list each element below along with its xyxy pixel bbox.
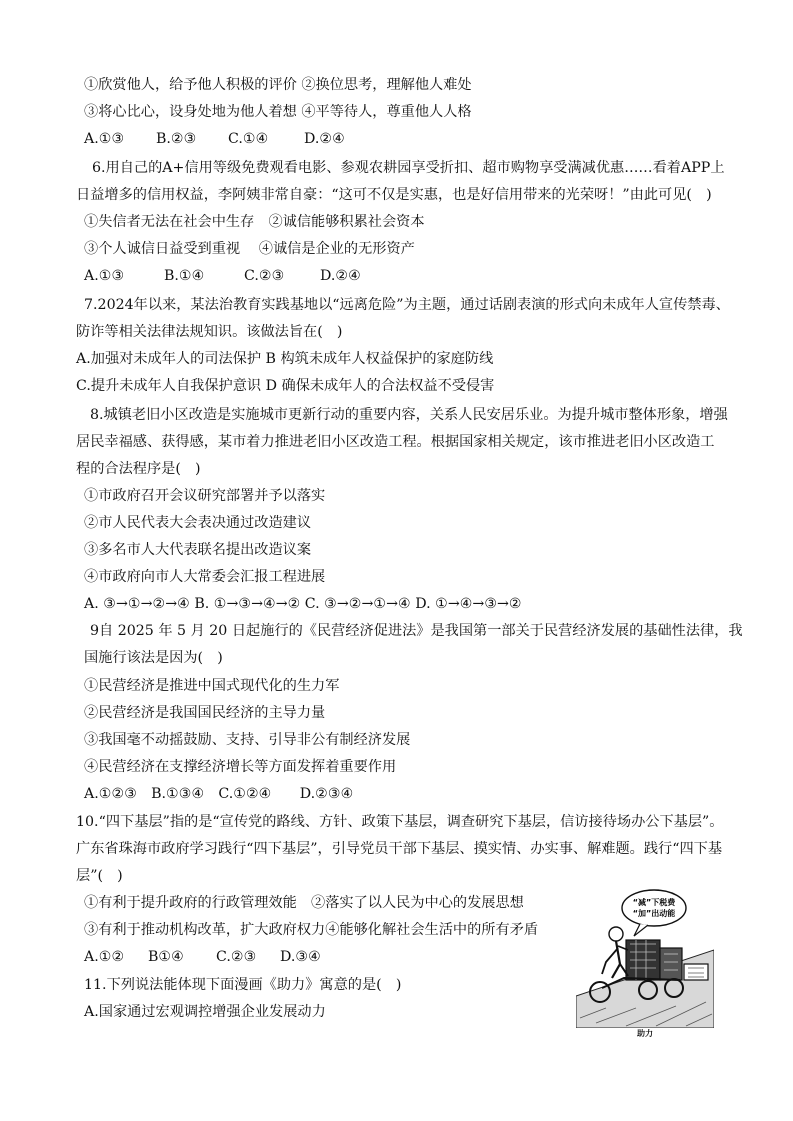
q7-options-c-d: C.提升未成年人自我保护意识 D 确保未成年人的合法权益不受侵害	[76, 378, 495, 394]
q9-options: A.①②③ B.①③④ C.①②④ D.②③④	[84, 786, 354, 802]
q9-stem-line-1: 9自 2025 年 5 月 20 日起施行的《民营经济促进法》是我国第一部关于民营经济发展的基础性法律，我	[90, 623, 743, 639]
q6-statement-3-4: ③个人诚信日益受到重视 ④诚信是企业的无形资产	[84, 241, 415, 257]
q10-stem-line-1: 10.“四下基层”指的是“宣传党的路线、方针、政策下基层，调查研究下基层，信访接待场办公下基层”。	[76, 814, 724, 830]
q6-stem-line-2: 日益增多的信用权益，李阿姨非常自豪：“这可不仅是实惠，也是好信用带来的光荣呀！”由此可见( )	[76, 187, 712, 203]
q5-option-b: B.②③	[156, 131, 197, 147]
q6-option-a: A.①③	[84, 268, 125, 284]
q6-statement-1-2: ①失信者无法在社会中生存 ②诚信能够积累社会资本	[84, 214, 425, 230]
cartoon-illustration	[576, 878, 714, 1028]
q8-options: A. ③→①→②→④ B. ①→③→④→② C. ③→②→①→④ D. ①→④→③→②	[84, 596, 522, 612]
cartoon-bubble-line-1: “减”下税费	[632, 898, 676, 907]
cartoon-bubble-line-2: “加”出动能	[632, 909, 676, 918]
q6-option-b: B.①④	[164, 268, 205, 284]
q7-options-a-b: A.加强对未成年人的司法保护 B 构筑未成年人权益保护的家庭防线	[76, 351, 494, 367]
q10-options	[84, 947, 321, 967]
q10-option-c: C.②③	[216, 949, 257, 965]
q6-option-d: D.②④	[320, 268, 361, 284]
q8-stem-line-2: 居民幸福感、获得感，某市着力推进老旧小区改造工程。根据国家相关规定，该市推进老旧小区改造工	[76, 434, 715, 450]
q10-stem-line-3: 层”( )	[76, 868, 123, 884]
q6-options	[84, 266, 361, 286]
q9-statement-3: ③我国毫不动摇鼓励、支持、引导非公有制经济发展	[84, 732, 411, 748]
q9-stem-line-2: 国施行该法是因为( )	[84, 650, 223, 666]
q10-option-a: A.①②	[84, 949, 125, 965]
q6-option-c: C.②③	[244, 268, 285, 284]
q5-statement-1-2: ①欣赏他人，给予他人积极的评价 ②换位思考，理解他人难处	[84, 77, 472, 93]
q5-statement-3-4: ③将心比心，设身处地为他人着想 ④平等待人，尊重他人人格	[84, 104, 472, 120]
q5-option-c: C.①④	[228, 131, 269, 147]
q10-option-b: B①④	[148, 949, 184, 965]
q8-statement-3: ③多名市人大代表联名提出改造议案	[84, 542, 312, 558]
q10-statement-1-2: ①有利于提升政府的行政管理效能 ②落实了以人民为中心的发展思想	[84, 895, 524, 911]
q10-option-d: D.③④	[280, 949, 321, 965]
q10-stem-line-2: 广东省珠海市政府学习践行“四下基层”，引导党员干部下基层、摸实情、办实事、解难题。践行“四下基	[76, 841, 723, 857]
q8-stem-line-1: 8.城镇老旧小区改造是实施城市更新行动的重要内容，关系人民安居乐业。为提升城市整体形象，增强	[90, 407, 728, 423]
q5-option-a: A.①③	[84, 131, 125, 147]
q8-stem-line-3: 程的合法程序是( )	[76, 461, 201, 477]
q11-stem: 11.下列说法能体现下面漫画《助力》寓意的是( )	[84, 977, 402, 993]
q9-statement-2: ②民营经济是我国国民经济的主导力量	[84, 705, 326, 721]
q9-statement-1: ①民营经济是推进中国式现代化的生力军	[84, 678, 340, 694]
q10-statement-3-4: ③有利于推动机构改革，扩大政府权力④能够化解社会生活中的所有矛盾	[84, 922, 539, 938]
q11-option-a: A.国家通过宏观调控增强企业发展动力	[84, 1004, 326, 1020]
q8-statement-2: ②市人民代表大会表决通过改造建议	[84, 515, 312, 531]
cartoon-zhuli	[576, 878, 714, 1044]
q8-statement-4: ④市政府向市人大常委会汇报工程进展	[84, 569, 326, 585]
q5-options	[84, 129, 345, 149]
cartoon-caption: 助力	[637, 1029, 653, 1038]
q5-option-d: D.②④	[304, 131, 345, 147]
q8-statement-1: ①市政府召开会议研究部署并予以落实	[84, 488, 326, 504]
q6-stem-line-1: 6.用自己的A+信用等级免费观看电影、参观农耕园享受折扣、超市购物享受满减优惠……看着APP上	[92, 160, 725, 176]
q9-statement-4: ④民营经济在支撑经济增长等方面发挥着重要作用	[84, 759, 397, 775]
q7-stem-line-2: 防诈等相关法律法规知识。该做法旨在( )	[76, 324, 343, 340]
q7-stem-line-1: 7.2024年以来，某法治教育实践基地以“远离危险”为主题，通过话剧表演的形式向未成年人宣传禁毒、	[84, 297, 730, 313]
